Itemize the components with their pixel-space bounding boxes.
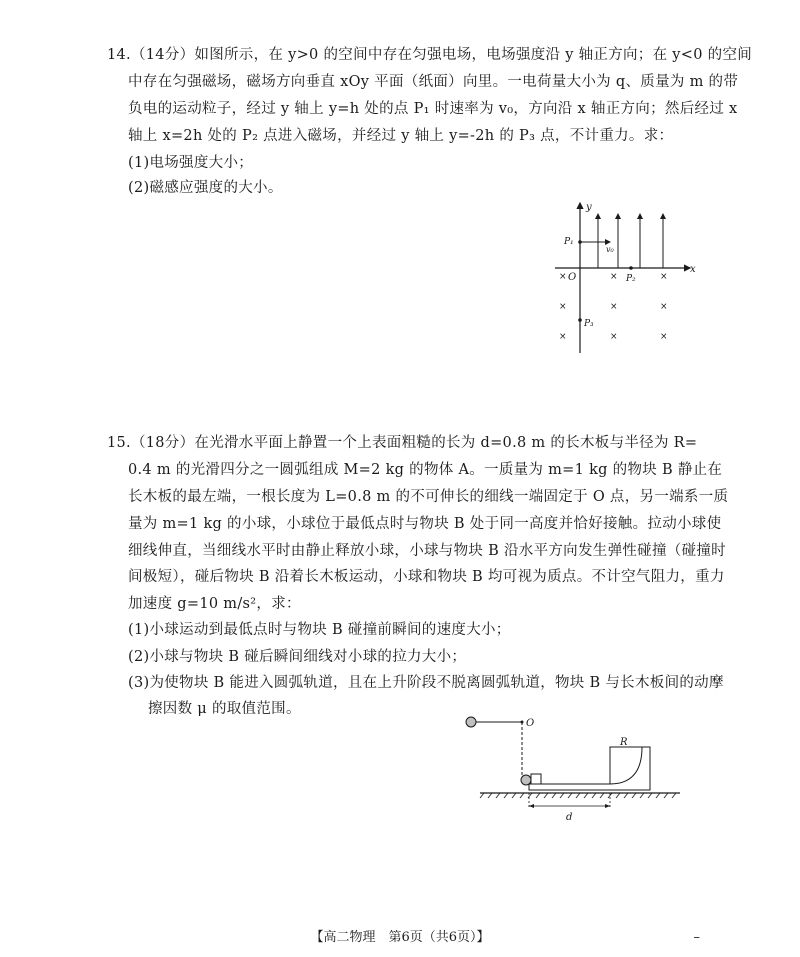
q15-line-5: 细线伸直，当细线水平时由静止释放小球，小球与物块 B 沿水平方向发生弹性碰撞（碰撞时 (128, 543, 726, 559)
v0-label: v₀ (606, 245, 614, 254)
field-cross: × (610, 272, 618, 282)
origin-label: O (568, 272, 577, 283)
q15-line-4: 量为 m=1 kg 的小球，小球位于最低点时与物块 B 处于同一高度并恰好接触。拉动小球使 (128, 516, 722, 532)
field-cross: × (660, 272, 668, 282)
field-cross: × (610, 302, 618, 312)
ground-hatch (480, 793, 676, 798)
p3-label: P₃ (584, 319, 594, 329)
ball-initial (466, 717, 476, 727)
q15-line-7: 加速度 g=10 m/s²，求： (128, 596, 301, 612)
x-axis-label: x (690, 264, 696, 275)
q14-figure (550, 198, 700, 358)
q15-sub-4: 擦因数 μ 的取值范围。 (148, 701, 301, 717)
q14-line-1: 14.（14分）如图所示，在 y>0 的空间中存在匀强电场，电场强度沿 y 轴正方向；在 y<0 的空间 (107, 47, 753, 63)
field-cross: × (660, 332, 668, 342)
q14-line-4: 轴上 x=2h 处的 P₂ 点进入磁场，并经过 y 轴上 y=-2h 的 P₃ 点，不计重力。求： (128, 128, 674, 144)
q15-line-2: 0.4 m 的光滑四分之一圆弧组成 M=2 kg 的物体 A。一质量为 m=1 kg 的物块 B 静止在 (128, 462, 723, 478)
q14-line-3: 负电的运动粒子，经过 y 轴上 y=h 处的点 P₁ 时速率为 v₀，方向沿 x 轴正方向；然后经过 x (128, 101, 738, 117)
q15-line-1: 15.（18分）在光滑水平面上静置一个上表面粗糙的长为 d=0.8 m 的长木板与半径为 R= (107, 435, 698, 451)
p2-point (629, 266, 633, 270)
q15-line-6: 间极短），碰后物块 B 沿着长木板运动，小球和物块 B 均可视为质点。不计空气阻力，重力 (128, 569, 725, 585)
field-cross: × (610, 332, 618, 342)
q15-sub-2: (2)小球与物块 B 碰后瞬间细线对小球的拉力大小； (128, 649, 467, 665)
page-footer: 【高二物理 第6页（共6页）】 (310, 930, 490, 945)
q15-figure (460, 705, 690, 825)
y-axis-label: y (586, 202, 592, 213)
q15-sub-3: (3)为使物块 B 能进入圆弧轨道，且在上升阶段不脱离圆弧轨道，物块 B 与长木板间的动摩 (128, 675, 724, 691)
q14-sub-1: (1)电场强度大小； (128, 155, 254, 171)
q14-line-2: 中存在匀强磁场，磁场方向垂直 xOy 平面（纸面）向里。一电荷量大小为 q、质量为 m 的带 (128, 74, 739, 90)
q14-sub-2: (2)磁感应强度的大小。 (128, 180, 283, 196)
q15-line-3: 长木板的最左端，一根长度为 L=0.8 m 的不可伸长的细线一端固定于 O 点，另一端系一质 (128, 489, 729, 505)
field-cross: × (559, 332, 567, 342)
block-b (531, 774, 541, 784)
field-cross: × (660, 302, 668, 312)
field-cross: × (559, 302, 567, 312)
d-label: d (566, 812, 573, 823)
q15-sub-1: (1)小球运动到最低点时与物块 B 碰撞前瞬间的速度大小； (128, 622, 511, 638)
corner-mark: – (693, 930, 700, 945)
p3-point (578, 318, 582, 322)
r-label: R (620, 737, 628, 748)
p2-label: P₂ (626, 274, 636, 284)
field-cross: × (559, 272, 567, 282)
o-label: O (526, 718, 535, 729)
p1-label: P₁ (564, 237, 574, 247)
